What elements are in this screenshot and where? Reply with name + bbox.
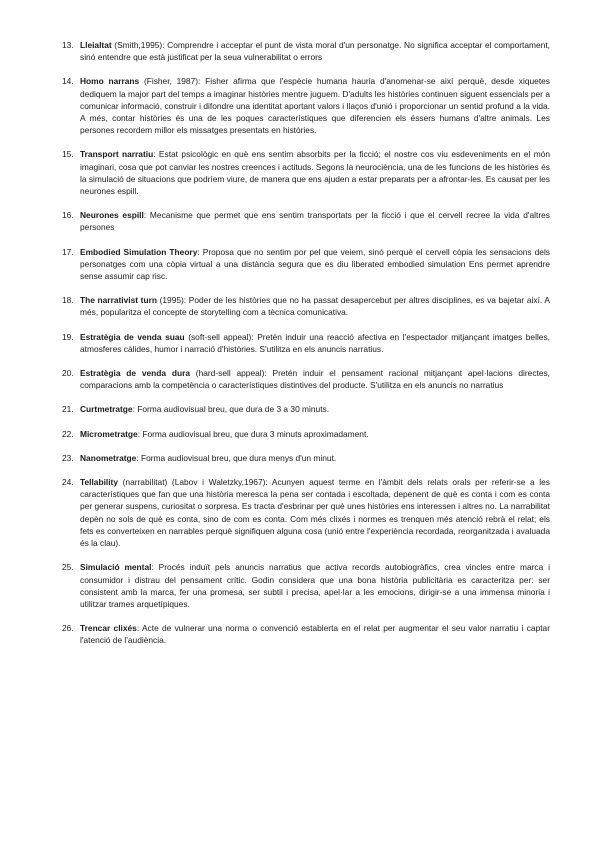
entry-definition: (Smith,1995): Comprendre i acceptar el punt de vista moral d'un personatge. No significa acceptar el comportament, sinó entendre que està justificat per la seua vulnerabilitat o errors <box>80 40 550 63</box>
entry-term: Estratègia de venda dura <box>80 368 190 379</box>
entry-term: Tellability <box>80 477 119 488</box>
entry-term: Homo narrans <box>80 76 140 87</box>
glossary-entry <box>62 403 550 415</box>
entry-definition: (narrabilitat) (Labov i Waletzky,1967): Acunyen aquest terme en l'àmbit dels relats orals per referir-se a les característiques que fan que una història meresca la pena ser contada i escoltada, depenent de què es conta i com es conta per generar suspens, curiositat o sorpresa. Es tracta d'esbrinar per què unes històries ens interessen i altres no. La narrabilitat depèn no sols de què es conta, sino de com es conta. Com més clixés i normes es trenquen més atenció rebrà el relat; els fets es converteixen en narrables perquè signifiquen alguna cosa (unió entre l'experiència recordada, reorganitzada i avaluada és la clau). <box>80 477 550 549</box>
entry-definition: (1995): Poder de les històries que no ha passat desapercebut per altres disciplines, es va bajetar així. A més, popularitza el concepte de storytelling com a tècnica comunicativa. <box>80 295 550 318</box>
entry-term: Nanometratge <box>80 452 137 463</box>
glossary-list <box>62 39 550 659</box>
entry-term: Lleialtat <box>80 40 112 50</box>
entry-definition: : Estat psicològic en què ens sentim absorbits per la ficció; el nostre cos viu esdeveniments en el món imaginari, cosa que pot canviar les nostres creences i actituds. Segons la neurociència, una de les funcions de les històries és la simulació de situacions que podríem viure, de manera que ens ajuden a estar preparats per a afrontar-les. Es causat per les neurones espill. <box>80 149 550 197</box>
entry-number: 20. <box>62 368 74 379</box>
glossary-entry <box>62 561 550 610</box>
glossary-entry <box>62 209 550 233</box>
entry-definition: : Forma audiovisual breu, que dura menys d'un minut. <box>136 452 337 463</box>
entry-number: 22. <box>62 428 74 439</box>
entry-number: 23. <box>62 452 74 463</box>
entry-term: The narrativist turn <box>80 295 157 306</box>
entry-term: Estratègia de venda suau <box>80 331 185 342</box>
glossary-entry <box>62 75 550 136</box>
glossary-entry <box>62 148 550 197</box>
glossary-entry <box>62 367 550 391</box>
glossary-entry <box>62 331 550 355</box>
entry-term: Simulació mental <box>80 562 152 573</box>
glossary-entry <box>62 428 550 440</box>
entry-definition: (hard-sell appeal): Pretén induir el pensament racional mitjançant apel·lacions directes, comparacions amb la competència o característiques distintives del producte. S'utilitza en els anuncis no narratius <box>80 368 551 391</box>
entry-number: 21. <box>62 404 74 415</box>
entry-number: 16. <box>62 210 74 221</box>
glossary-entry <box>62 294 550 318</box>
entry-number: 24. <box>62 477 74 488</box>
glossary-entry <box>62 452 550 464</box>
entry-definition: : Forma audiovisual breu, que dura 3 minuts aproximadament. <box>137 428 369 439</box>
glossary-entry <box>62 476 550 549</box>
entry-number: 25. <box>62 562 74 573</box>
entry-term: Transport narratiu <box>80 149 154 160</box>
entry-term: Curtmetratge <box>80 404 133 415</box>
entry-term: Micrometratge <box>80 428 138 439</box>
entry-definition: : Forma audiovisual breu, que dura de 3 a 30 minuts. <box>132 404 330 415</box>
entry-definition: : Procés induït pels anuncis narratius que activa records autobiogràfics, crea vincles entre marca i consumidor i distrau del pensament crític. Godin considera que una bona història publicitària es caracteritza per: ser consistent amb la marca, fer una promesa, ser subtil i precisa, apel·lar a les emocions, dirigir-se a una immensa minoria i utilitzar trames arquetípiques. <box>80 562 550 609</box>
entry-term: Trencar clixés <box>80 623 137 634</box>
entry-number: 17. <box>62 246 74 257</box>
entry-definition: : Proposa que no sentim por pel que veiem, sinó perquè el cervell còpia les sensacions dels personatges com una còpia virtual a una distància segura que es diu liberated embodied simulation Ens permet aprendre sense assumir cap risc. <box>80 246 550 282</box>
entry-definition: (Fisher, 1987): Fisher afirma que l'espècie humana hauria d'anomenar-se així perquè, desde xiquetes dediquem la major part del temps a imaginar històries mentre juguem. D'adults les històries continuen siguent essencials per a comunicar informació, construir i difondre una identitat aportant valors i llaços d'unió i proporcionar un sentid profund a la vida. A més, contar històries és una de les poques característiques que diferencien els éssers humans d'altre animals. Les persones recordem millor els missatges presentats en històries. <box>80 76 550 136</box>
entry-term: Embodied Simulation Theory <box>80 246 198 257</box>
glossary-entry <box>62 246 550 283</box>
entry-definition: : Mecanisme que permet que ens sentim transportats per la ficció i que el cervell recree la vida d'altres persones <box>80 210 550 233</box>
entry-definition: (soft-sell appeal): Pretén induir una reacció afectiva en l'espectador mitjançant imatges belles, atmosferes càlides, humor i narració d'històries. S'utilitza en els anuncis narratius. <box>80 331 550 354</box>
glossary-entry <box>62 622 550 646</box>
entry-number: 13. <box>62 40 74 50</box>
glossary-entry <box>62 39 550 63</box>
entry-definition: : Acte de vulnerar una norma o convenció establerta en el relat per augmentar el seu valor narratiu i captar l'atenció de l'audiència. <box>80 623 551 646</box>
entry-term: Neurones espill <box>80 210 144 221</box>
entry-number: 19. <box>62 331 74 342</box>
entry-number: 14. <box>62 76 74 87</box>
entry-number: 26. <box>62 623 74 634</box>
entry-number: 15. <box>62 149 74 160</box>
entry-number: 18. <box>62 295 74 306</box>
